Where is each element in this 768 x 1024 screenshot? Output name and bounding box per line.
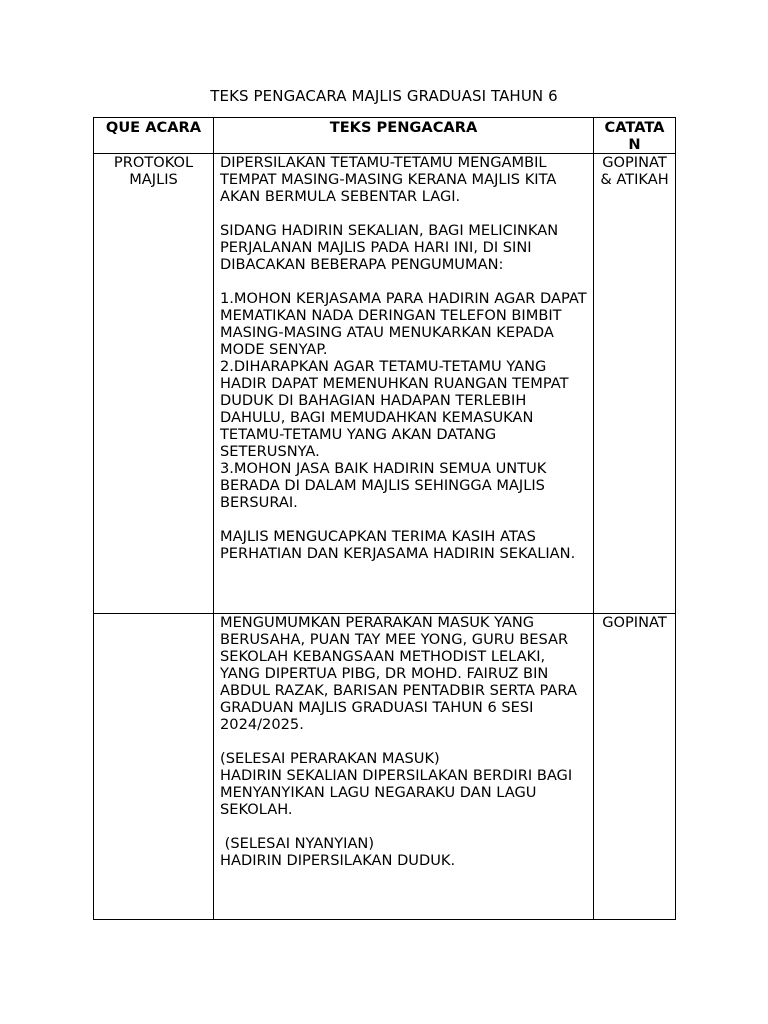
teks-pengacara-cell bbox=[214, 614, 594, 920]
teks-pengacara-cell bbox=[214, 154, 594, 614]
que-acara-cell: PROTOKOL MAJLIS bbox=[94, 154, 214, 614]
text-block: (SELESAI NYANYIAN) HADIRIN DIPERSILAKAN DUDUK. bbox=[220, 835, 456, 869]
catatan-cell: GOPINAT bbox=[594, 614, 676, 920]
table-row bbox=[94, 154, 676, 614]
text-block: MAJLIS MENGUCAPKAN TERIMA KASIH ATAS PERHATIAN DAN KERJASAMA HADIRIN SEKALIAN. bbox=[220, 528, 576, 562]
catatan-cell: GOPINAT & ATIKAH bbox=[594, 154, 676, 614]
text-block: 1.MOHON KERJASAMA PARA HADIRIN AGAR DAPAT MEMATIKAN NADA DERINGAN TELEFON BIMBIT MASING-MASING ATAU MENUKARKAN KEPADA MODE SENYAP. 2.DIHARAPKAN AGAR TETAMU-TETAMU YANG HADIR DAPAT MEMENUHKAN RUANGAN TEMPAT DUDUK DI BAHAGIAN HADAPAN TERLEBIH DAHULU, BAGI MEMUDAHKAN KEMASUKAN TETAMU-TETAMU YANG AKAN DATANG SETERUSNYA. 3.MOHON JASA BAIK HADIRIN SEMUA UNTUK BERADA DI DALAM MAJLIS SEHINGGA MAJLIS BERSURAI. bbox=[220, 290, 587, 511]
header-teks-pengacara: TEKS PENGACARA bbox=[214, 118, 594, 154]
header-catatan: CATATAN bbox=[594, 118, 676, 154]
text-block: SIDANG HADIRIN SEKALIAN, BAGI MELICINKAN PERJALANAN MAJLIS PADA HARI INI, DI SINI DIBACAKAN BEBERAPA PENGUMUMAN: bbox=[220, 222, 563, 273]
table-row bbox=[94, 614, 676, 920]
que-acara-cell bbox=[94, 614, 214, 920]
table-header-row bbox=[94, 118, 676, 154]
script-table bbox=[93, 117, 676, 920]
text-block: MENGUMUMKAN PERARAKAN MASUK YANG BERUSAHA, PUAN TAY MEE YONG, GURU BESAR SEKOLAH KEBANGSAAN METHODIST LELAKI, YANG DIPERTUA PIBG, DR MOHD. FAIRUZ BIN ABDUL RAZAK, BARISAN PENTADBIR SERTA PARA GRADUAN MAJLIS GRADUASI TAHUN 6 SESI 2024/2025. bbox=[220, 614, 582, 733]
document-title: TEKS PENGACARA MAJLIS GRADUASI TAHUN 6 bbox=[210, 87, 558, 105]
header-que-acara: QUE ACARA bbox=[94, 118, 214, 154]
text-block: (SELESAI PERARAKAN MASUK) HADIRIN SEKALIAN DIPERSILAKAN BERDIRI BAGI MENYANYIKAN LAGU NEGARAKU DAN LAGU SEKOLAH. bbox=[220, 750, 573, 818]
text-block: DIPERSILAKAN TETAMU-TETAMU MENGAMBIL TEMPAT MASING-MASING KERANA MAJLIS KITA AKAN BERMULA SEBENTAR LAGI. bbox=[220, 154, 561, 205]
